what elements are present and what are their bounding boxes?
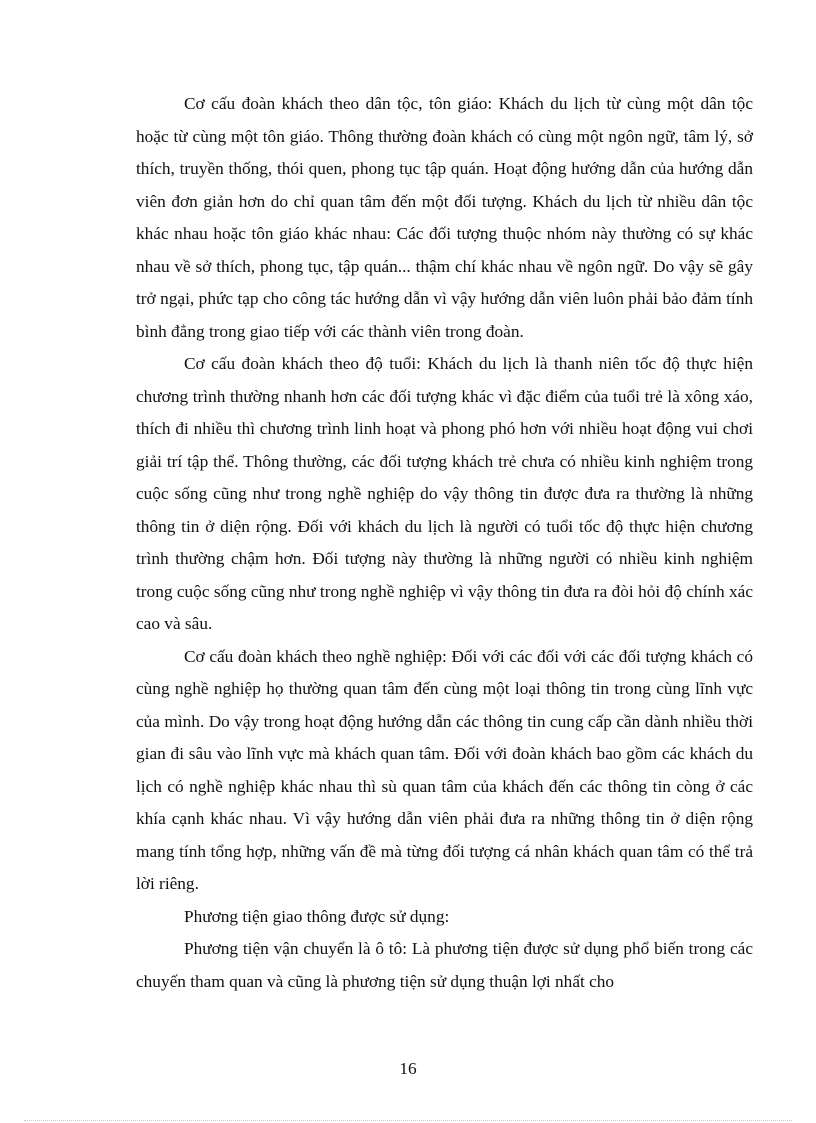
paragraph-age: Cơ cấu đoàn khách theo độ tuổi: Khách du lịch là thanh niên tốc độ thực hiện chương trình thường nhanh hơn các đối tượng khác vì đặc điểm của tuổi trẻ là xông xáo, thích đi nhiều thì chương trình linh hoạt và phong phó hơn với nhiều hoạt động vui chơi giải trí tập thể. Thông thường, các đối tượng khách trẻ chưa có nhiều kinh nghiệm trong cuộc sống cũng như trong nghề nghiệp do vậy thông tin được đưa ra thường là những thông tin ở diện rộng. Đối với khách du lịch là người có tuổi tốc độ thực hiện chương trình thường chậm hơn. Đối tượng này thường là những người có nhiều kinh nghiệm trong cuộc sống cũng như trong nghề nghiệp vì vậy thông tin đưa ra đòi hỏi độ chính xác cao và sâu. bbox=[136, 354, 753, 633]
page-number: 16 bbox=[399, 1059, 417, 1078]
paragraph-transport-heading: Phương tiện giao thông được sử dụng: bbox=[184, 906, 450, 926]
paragraph-transport-bus: Phương tiện vận chuyển là ô tô: Là phương tiện được sử dụng phổ biến trong các chuyến tham quan và cũng là phương tiện sử dụng thuận lợi nhất cho bbox=[136, 939, 753, 991]
paragraph-occupation: Cơ cấu đoàn khách theo nghề nghiệp: Đối với các đối với các đối tượng khách có cùng nghề nghiệp họ thường quan tâm đến cùng một loại thông tin trong cùng lĩnh vực của mình. Do vậy trong hoạt động hướng dẫn các thông tin cung cấp cần dành nhiều thời gian đi sâu vào lĩnh vực mà khách quan tâm. Đối với đoàn khách bao gồm các khách du lịch có nghề nghiệp khác nhau thì sù quan tâm của khách đến các thông tin còng ở các khía cạnh khác nhau. Vì vậy hướng dẫn viên phải đưa ra những thông tin ở diện rộng mang tính tổng hợp, những vấn đề mà từng đối tượng cá nhân khách quan tâm có thể trả lời riêng. bbox=[136, 646, 753, 893]
paragraph-ethnicity-religion: Cơ cấu đoàn khách theo dân tộc, tôn giáo: Khách du lịch từ cùng một dân tộc hoặc từ cùng một tôn giáo. Thông thường đoàn khách có cùng một ngôn ngữ, tâm lý, sở thích, truyền thống, thói quen, phong tục tập quán. Hoạt động hướng dẫn của hướng dẫn viên đơn giản hơn do chỉ quan tâm đến một đối tượng. Khách du lịch từ nhiều dân tộc khác nhau hoặc tôn giáo khác nhau: Các đối tượng thuộc nhóm này thường có sự khác nhau về sở thích, phong tục, tập quán... thậm chí khác nhau về ngôn ngữ. Do vậy sẽ gây trở ngại, phức tạp cho công tác hướng dẫn vì vậy hướng dẫn viên luôn phải bảo đảm tính bình đẳng trong giao tiếp với các thành viên trong đoàn. bbox=[136, 94, 753, 341]
document-body bbox=[136, 88, 753, 998]
page-bottom-divider bbox=[24, 1120, 792, 1121]
